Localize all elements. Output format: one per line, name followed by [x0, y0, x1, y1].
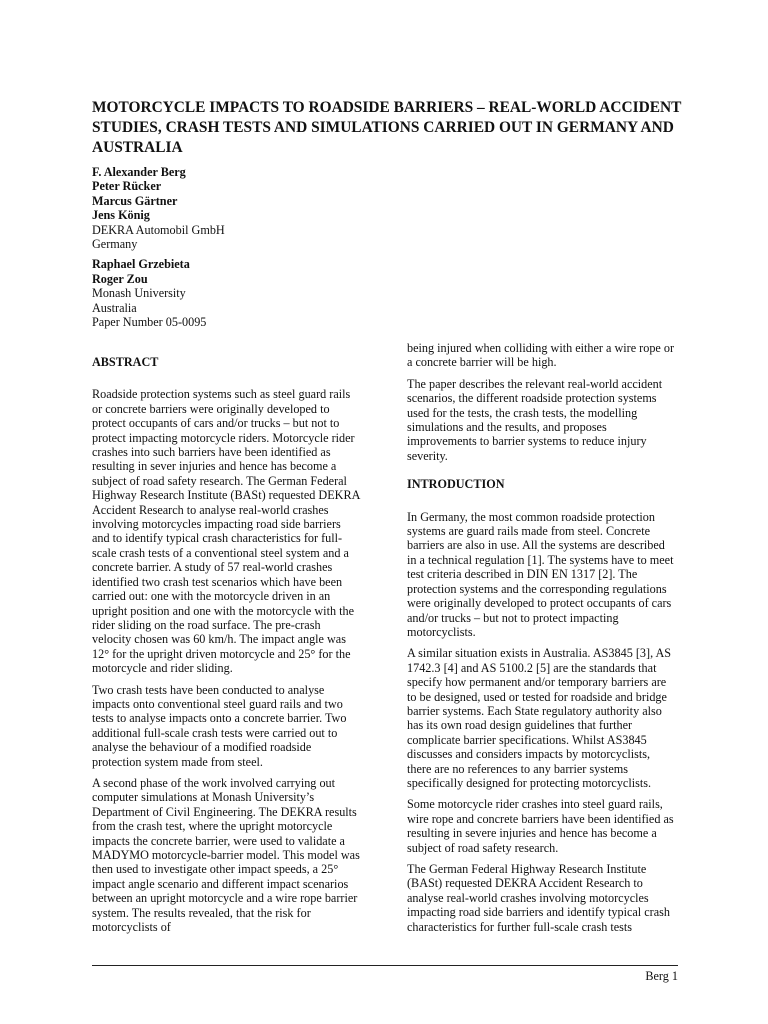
body-paragraph: In Germany, the most common roadside protection systems are guard rails made from steel. Concrete barriers are also in use. All the systems are described in a technical regulation [1]. The systems have to meet test criteria described in DIN EN 1317 [2]. The protection systems and the corresponding regulations were originally developed to protect occupants of cars and/or trucks – but not to protect impacting motorcyclists.: [407, 509, 674, 639]
paper-number: Paper Number 05-0095: [92, 315, 207, 330]
body-paragraph: The German Federal Highway Research Institute (BASt) requested DEKRA Accident Research to analyse real-world crashes involving motorcycles impacting road side barriers and identify typical crash characteristics for further full-scale crash tests: [407, 862, 670, 934]
abstract-paragraph: A second phase of the work involved carrying out computer simulations at Monash University’s Department of Civil Engineering. The DEKRA results from the crash test, where the upright motorcycle impacts the concrete barrier, were used to validate a MADYMO motorcycle-barrier model. This model was then used to investigate other impact speeds, a 25° impact angle scenario and different impact scenarios between an upright motorcycle and a wire rope barrier system. The results revealed, that the risk for motorcyclists of: [92, 775, 360, 935]
author-name: Marcus Gärtner: [92, 193, 178, 208]
abstract-heading: ABSTRACT: [92, 355, 159, 369]
paper-title: MOTORCYCLE IMPACTS TO ROADSIDE BARRIERS – REAL-WORLD ACCIDENT STUDIES, CRASH TESTS AND SIMULATIONS CARRIED OUT IN GERMANY AND AUSTRALIA: [92, 99, 682, 156]
author-block: [92, 165, 392, 329]
author-name: Roger Zou: [92, 271, 148, 286]
author-name: Jens König: [92, 208, 150, 223]
introduction-heading: INTRODUCTION: [407, 477, 505, 492]
author-name: Peter Rücker: [92, 179, 162, 194]
page-number: Berg 1: [645, 969, 678, 983]
author-country: Germany: [92, 237, 138, 252]
left-column: [92, 341, 360, 941]
author-affiliation: DEKRA Automobil GmbH: [92, 222, 225, 237]
author-affiliation: Monash University: [92, 286, 186, 301]
body-paragraph: The paper describes the relevant real-world accident scenarios, the different roadside protection systems used for the tests, the crash tests, the modelling simulations and the results, and proposes improvements to barrier systems to reduce injury severity.: [407, 376, 663, 463]
author-name: F. Alexander Berg: [92, 165, 186, 179]
author-country: Australia: [92, 300, 137, 315]
body-paragraph: being injured when colliding with either a wire rope or a concrete barrier will be high.: [407, 341, 675, 370]
author-name: Raphael Grzebieta: [92, 257, 190, 272]
abstract-paragraph: Two crash tests have been conducted to analyse impacts onto conventional steel guard rails and two tests to analyse impacts onto a concrete barrier. Two additional full-scale crash tests were carried out to analyse the behaviour of a modified roadside protection system made from steel.: [92, 682, 347, 769]
body-paragraph: A similar situation exists in Australia. AS3845 [3], AS 1742.3 [4] and AS 5100.2 [5] are the standards that specify how permanent and/or temporary barriers are to be designed, used or tested for roadside and bridge barrier systems. Each State regulatory authority also has its own road design guidelines that further complicate barrier specifications. Whilst AS3845 discusses and considers impacts by motorcyclists, there are no references to any barrier systems specifically designed for protecting motorcyclists.: [407, 646, 672, 790]
abstract-paragraph: Roadside protection systems such as steel guard rails or concrete barriers were originally developed to protect occupants of cars and/or trucks – but not to protect impacting motorcycle riders. Motorcycle rider crashes into such barriers have been identified as resulting in sever injuries and hence has become a subject of road safety research. The German Federal Highway Research Institute (BASt) requested DEKRA Accident Research to analyse real-world crashes involving motorcycles impacting road side barriers and to identify typical crash characteristics for full-scale crash tests of a conventional steel system and a concrete barrier. A study of 57 real-world crashes identified two crash test scenarios which have been carried out: one with the motorcycle driven in an upright position and one with the motorcycle with the rider sliding on the road surface. The pre-crash velocity chosen was 60 km/h. The impact angle was 12° for the upright driven motorcycle and 25° for the motorcycle and rider sliding.: [92, 387, 360, 676]
body-paragraph: Some motorcycle rider crashes into steel guard rails, wire rope and concrete barriers have been identified as resulting in severe injuries and hence has become a subject of road safety research.: [407, 797, 674, 855]
right-column: [407, 341, 675, 941]
footer-divider: [92, 965, 678, 966]
